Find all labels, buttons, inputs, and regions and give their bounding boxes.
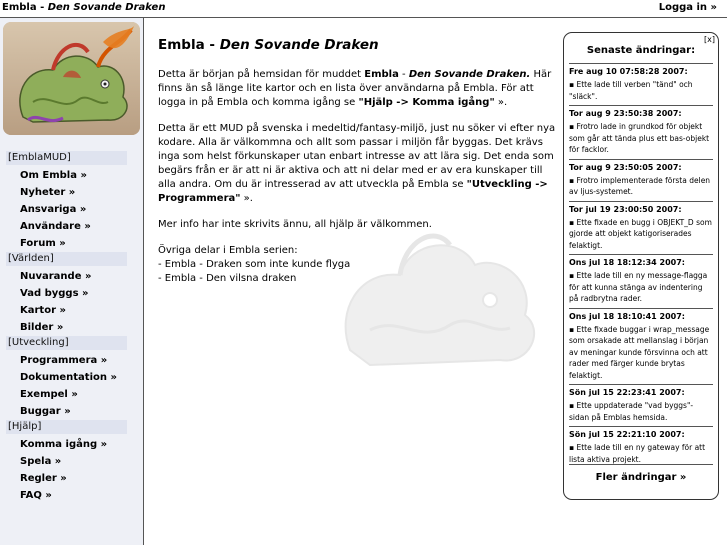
main-content [158, 37, 558, 298]
change-item [569, 254, 713, 308]
sidebar-nav [6, 151, 127, 504]
series-paragraph [158, 244, 558, 286]
programmera-link[interactable]: "Utveckling -> Programmera" [158, 179, 548, 204]
intro-paragraph [158, 68, 558, 110]
change-text: ▪ Ette fixade buggar i wrap_message som orsakade att mellanslag i början av meningar kunde försvinna och att rader med färger kunde brytas felaktigt. [569, 324, 710, 380]
site-subtitle: Den Sovande Draken [47, 2, 166, 13]
nav-item-ansvariga[interactable]: Ansvariga » [20, 204, 87, 215]
nav-item-programmera[interactable]: Programmera » [20, 355, 108, 366]
series-title: Övriga delar i Embla serien: [158, 245, 298, 256]
nav-item-bilder[interactable]: Bilder » [20, 322, 64, 333]
nav-item-om-embla[interactable]: Om Embla » [20, 170, 87, 181]
about-paragraph [158, 122, 558, 206]
changes-list [569, 63, 713, 468]
page-title-dash: - [204, 37, 220, 53]
change-date: Ons jul 18 18:12:34 2007: [569, 258, 685, 267]
change-text-body: Ette fixade buggar i wrap_message som orsakade att mellanslag i början av meningar kunde försvinna och att rader med färger kunde brytas felaktigt. [569, 324, 710, 380]
series-item-2: - Embla - Den vilsna draken [158, 273, 297, 284]
divider [569, 464, 713, 465]
change-text-body: Frotro implementerade första delen av ljus-systemet. [569, 175, 711, 196]
change-text: ▪ Ette lade till verben "tänd" och "släck". [569, 80, 693, 101]
change-text-body: Ette lade till verben "tänd" och "släck". [569, 80, 693, 101]
change-item [569, 384, 713, 426]
intro-bold-embla: Embla [364, 69, 399, 80]
change-text: ▪ Frotro lade in grundkod för objekt som går att tända plus ett bas-objekt för facklor. [569, 122, 710, 154]
nav-section-emblamud: [EmblaMUD] [6, 151, 127, 165]
change-text: ▪ Ette uppdaterade "vad byggs"-sidan på Emblas hemsida. [569, 401, 694, 422]
about-text: Detta är ett MUD på svenska i medeltid/fantasy-miljö, just nu söker vi efter nya kodare. Alla är välkommna och allt som passar i miljön får byggas. Det krävs inga som helst förkunskaper utan enbart intresse av att lära sig. Det enda som begärs från er är att ni är aktiva och att ni delar med er av era kunskaper till alla andra. Om du är intresserad av att utveckla på Embla se [158, 123, 556, 190]
change-text-body: Ette lade till en ny message-flagga för att kunna stänga av indentering på radbrytna rader. [569, 271, 708, 303]
sidebar [0, 18, 144, 545]
change-text-body: Ette fixade en bugg i OBJEKT_D som gjorde att objekt katigoriserades felaktigt. [569, 217, 712, 250]
nav-item-vad-byggs[interactable]: Vad byggs » [20, 288, 89, 299]
change-text-body: Frotro lade in grundkod för objekt som går att tända plus ett bas-objekt för facklor. [569, 122, 710, 154]
change-item [569, 159, 713, 201]
nav-item-nuvarande[interactable]: Nuvarande » [20, 271, 92, 282]
about-end: ». [240, 193, 253, 204]
change-date: Tor aug 9 23:50:05 2007: [569, 162, 682, 172]
change-date: Fre aug 10 07:58:28 2007: [569, 67, 688, 76]
info-paragraph: Mer info har inte skrivits ännu, all hjälp är välkommen. [158, 219, 432, 230]
change-item [569, 308, 713, 385]
nav-item-faq[interactable]: FAQ » [20, 490, 52, 501]
change-text-body: Ette lade till en ny gateway för att lista aktiva projekt. [569, 443, 706, 464]
change-text: ▪ Ette lade till en ny gateway för att lista aktiva projekt. [569, 443, 706, 464]
site-title [2, 2, 165, 13]
nav-item-spela[interactable]: Spela » [20, 456, 62, 467]
change-date: Tor jul 19 23:00:50 2007: [569, 204, 682, 214]
page-title [158, 37, 558, 54]
nav-item-kartor[interactable]: Kartor » [20, 305, 66, 316]
change-item [569, 105, 713, 159]
change-date: Sön jul 15 22:23:41 2007: [569, 388, 685, 397]
site-name: Embla [2, 2, 37, 13]
intro-text-c: Här finns än så länge lite kartor och en lista över användarna på Embla. För att logga in på Embla och komma igång se [158, 69, 552, 108]
intro-bold-subtitle: Den Sovande Draken. [408, 69, 531, 80]
recent-changes-panel [563, 32, 719, 500]
change-item [569, 63, 713, 105]
top-bar [0, 0, 727, 18]
dragon-illustration [3, 22, 140, 135]
nav-item-nyheter[interactable]: Nyheter » [20, 187, 76, 198]
site-title-dash: - [36, 2, 48, 13]
intro-dash: - [398, 69, 409, 80]
komma-igang-link[interactable]: "Hjälp -> Komma igång" [358, 97, 495, 108]
nav-section-hjalp: [Hjälp] [6, 420, 127, 434]
change-text: ▪ Ette lade till en ny message-flagga för att kunna stänga av indentering på radbrytna rader. [569, 271, 708, 303]
change-date: Sön jul 15 22:21:10 2007: [569, 430, 685, 439]
nav-item-exempel[interactable]: Exempel » [20, 389, 78, 400]
change-text: ▪ Ette fixade en bugg i OBJEKT_D som gjorde att objekt katigoriserades felaktigt. [569, 217, 712, 250]
intro-end: ». [494, 97, 508, 108]
recent-changes-title: Senaste ändringar: [586, 45, 696, 56]
page-title-name: Embla [158, 37, 205, 53]
change-date: Tor aug 9 23:50:38 2007: [569, 109, 682, 118]
more-changes-link[interactable]: Fler ändringar » [595, 472, 687, 483]
change-date: Ons jul 18 18:10:41 2007: [569, 311, 685, 321]
dragon-logo-image[interactable] [3, 22, 140, 135]
change-item [569, 201, 713, 255]
change-text-body: Ette uppdaterade "vad byggs"-sidan på Emblas hemsida. [569, 401, 694, 422]
nav-item-forum[interactable]: Forum » [20, 238, 66, 249]
close-button[interactable]: [x] [704, 35, 715, 44]
change-text: ▪ Frotro implementerade första delen av ljus-systemet. [569, 175, 711, 196]
nav-item-dokumentation[interactable]: Dokumentation » [20, 372, 117, 383]
login-link[interactable]: Logga in » [658, 2, 717, 13]
intro-text-a: Detta är början på hemsidan för muddet [158, 69, 365, 80]
nav-item-komma-igang[interactable]: Komma igång » [20, 439, 108, 450]
nav-item-buggar[interactable]: Buggar » [20, 406, 71, 417]
nav-section-utveckling: [Utveckling] [6, 336, 127, 350]
series-item-1: - Embla - Draken som inte kunde flyga [158, 259, 351, 270]
nav-item-regler[interactable]: Regler » [20, 473, 67, 484]
nav-item-anvandare[interactable]: Användare » [20, 221, 91, 232]
nav-section-varlden: [Världen] [6, 252, 127, 266]
change-item [569, 426, 713, 468]
page-title-subtitle: Den Sovande Draken [219, 37, 379, 53]
